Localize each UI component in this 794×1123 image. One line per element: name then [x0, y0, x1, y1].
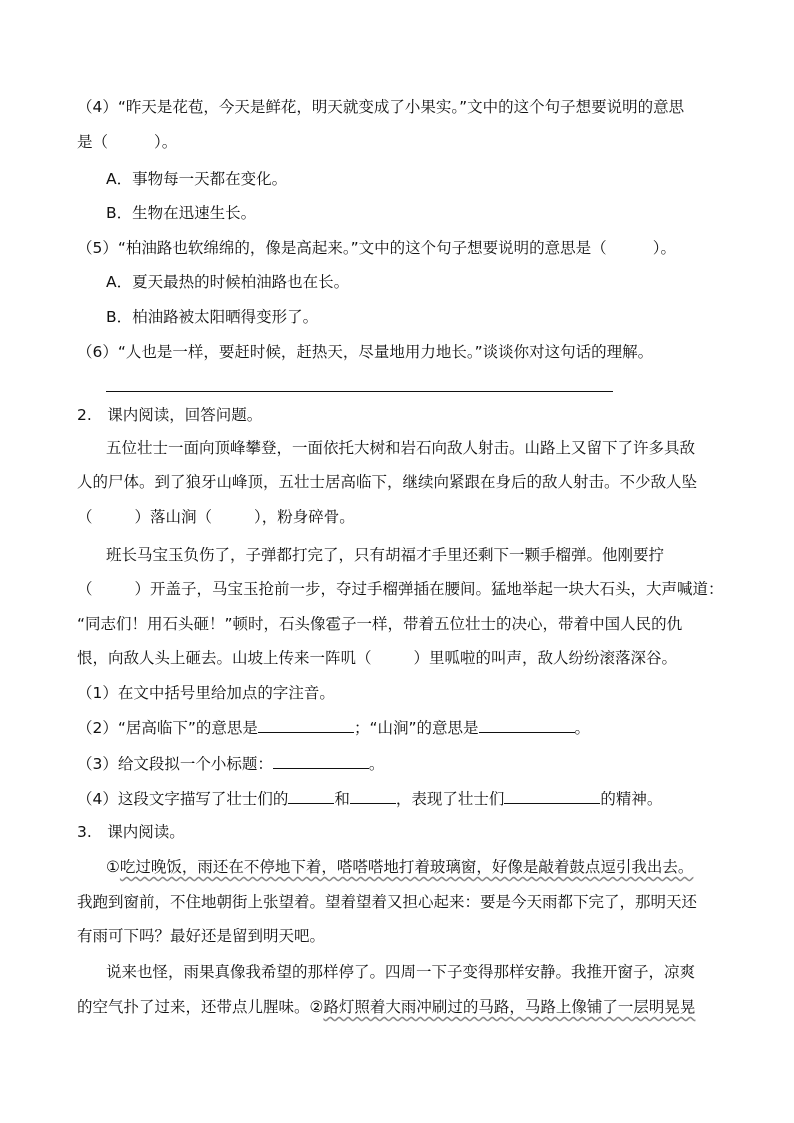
sub4-blank3[interactable]	[504, 787, 600, 804]
section2-p2-line3: “同志们！用石头砸！”顿时，石头像雹子一样，带着五位壮士的决心，带着中国人民的仇	[77, 615, 683, 633]
section2-sub3: （3）给文段拟一个小标题： 。	[77, 752, 734, 775]
q5-stem: （5）“柏油路也软绵绵的，像是高起来。”文中的这个句子想要说明的意思是（ ）。	[77, 239, 676, 257]
section3-heading: 3. 课内阅读。	[77, 823, 185, 841]
sub2-blank1[interactable]	[258, 716, 354, 733]
q6-stem: （6）“人也是一样，要赶时候，赶热天，尽量地用力地长。”谈谈你对这句话的理解。	[77, 343, 654, 361]
q4-stem-line2: 是（ ）。	[77, 133, 178, 151]
q4-stem-line1: （4）“昨天是花苞，今天是鲜花，明天就变成了小果实。”文中的这个句子想要说明的意思	[77, 98, 685, 116]
section2-sub1: （1）在文中括号里给加点的字注音。	[77, 684, 335, 702]
sub3-blank[interactable]	[273, 752, 369, 769]
q5-option-a: A．夏天最热的时候柏油路也在长。	[106, 273, 350, 291]
section2-sub2: （2）“居高临下”的意思是 ；“山涧”的意思是 。	[77, 716, 734, 739]
sub2-blank2[interactable]	[479, 716, 575, 733]
section3-p1-line3: 有雨可下吗？最好还是留到明天吧。	[77, 927, 326, 945]
q4-option-a: A．事物每一天都在变化。	[106, 170, 288, 188]
section3-p2-line2: 的空气扑了过来，还带点儿腥味。②路灯照着大雨冲刷过的马路，马路上像铺了一层明晃晃	[77, 998, 696, 1016]
section3-p1-line1: ①吃过晚饭，雨还在不停地下着，嗒嗒嗒地打着玻璃窗，好像是敲着鼓点逗引我出去。	[106, 858, 694, 876]
section2-p1-line2: 人的尸体。到了狼牙山峰顶，五壮士居高临下，继续向紧跟在身后的敌人射击。不少敌人坠	[77, 473, 698, 491]
section2-p2-line4: 恨，向敌人头上砸去。山坡上传来一阵叽（ ）里呱啦的叫声，敌人纷纷滚落深谷。	[77, 649, 678, 667]
sub4-blank1[interactable]	[288, 787, 334, 804]
section2-p2-line1: 班长马宝玉负伤了，子弹都打完了，只有胡福才手里还剩下一颗手榴弹。他刚要拧	[106, 546, 665, 564]
section2-p1-line3: （ ）落山涧（ ），粉身碎骨。	[77, 508, 355, 526]
sub4-blank2[interactable]	[350, 787, 396, 804]
section2-heading: 2. 课内阅读，回答问题。	[77, 406, 263, 424]
section2-p2-line2: （ ）开盖子，马宝玉抢前一步，夺过手榴弹插在腰间。猛地举起一块大石头，大声喊道：	[77, 580, 724, 598]
section2-sub4: （4）这段文字描写了壮士们的 和 ，表现了壮士们 的精神。	[77, 787, 734, 810]
section3-p2-line1: 说来也怪，雨果真像我希望的那样停了。四周一下子变得那样安静。我推开窗子，凉爽	[106, 963, 696, 981]
q6-answer-line[interactable]	[106, 391, 613, 392]
section3-p1-line2: 我跑到窗前，不住地朝街上张望着。望着望着又担心起来：要是今天雨都下完了，那明天还	[77, 893, 698, 911]
q5-option-b: B．柏油路被太阳晒得变形了。	[106, 308, 319, 326]
section2-p1-line1: 五位壮士一面向顶峰攀登，一面依托大树和岩石向敌人射击。山路上又留下了许多具敌	[106, 439, 696, 457]
q4-option-b: B．生物在迅速生长。	[106, 204, 257, 222]
